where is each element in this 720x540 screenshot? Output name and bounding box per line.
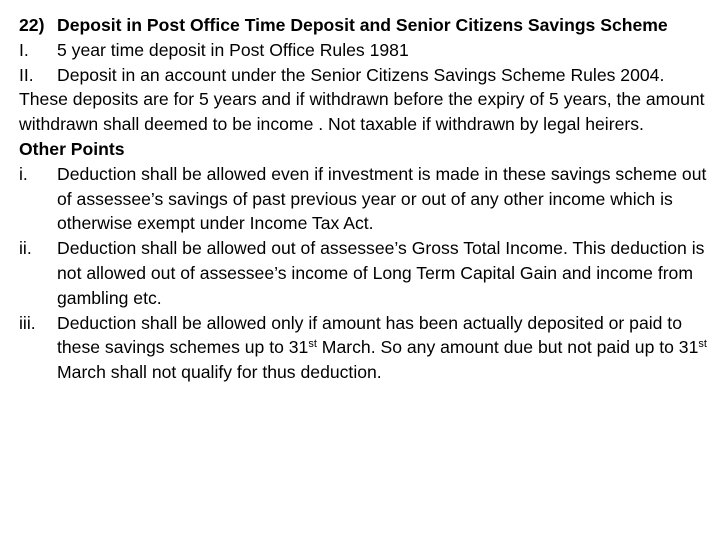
ordinal-suffix: st xyxy=(698,338,707,351)
list-item xyxy=(19,38,720,63)
ordinal-suffix: st xyxy=(308,338,317,351)
list-marker: I. xyxy=(19,39,29,60)
list-item xyxy=(19,162,720,236)
list-item-text: Deposit in an account under the Senior Citizens Savings Scheme Rules 2004. xyxy=(57,64,665,85)
section-number: 22) xyxy=(19,15,45,35)
list-item-text: Deduction shall be allowed even if investment is made in these savings scheme out of assessee’s savings of past previous year or out of any other income which is otherwise exempt under Income Tax Act. xyxy=(57,163,707,234)
list-item-text: 5 year time deposit in Post Office Rules 1981 xyxy=(57,39,409,60)
list-item-text: Deduction shall be allowed out of assessee’s Gross Total Income. This deduction is not allowed out of assessee’s income of Long Term Capital Gain and income from gambling etc. xyxy=(57,238,705,308)
list-marker: iii. xyxy=(19,312,36,333)
list-item xyxy=(19,236,720,310)
text-segment: Deduction shall be allowed only if amount has been actually deposited or paid to these savings schemes up to 31 xyxy=(57,312,682,358)
text-segment: March. So any amount due but not paid up to 31 xyxy=(316,337,699,358)
list-item xyxy=(19,63,720,88)
list-marker: i. xyxy=(19,163,28,184)
text-segment: March shall not qualify for thus deduction. xyxy=(57,362,382,383)
list-marker: II. xyxy=(19,64,34,85)
list-marker: ii. xyxy=(19,238,32,259)
other-points-heading: Other Points xyxy=(19,138,125,159)
body-paragraph: These deposits are for 5 years and if withdrawn before the expiry of 5 years, the amount withdrawn shall deemed to be income . Not taxable if withdrawn by legal heirers. xyxy=(19,89,705,135)
section-heading xyxy=(19,13,720,38)
section-title: Deposit in Post Office Time Deposit and Senior Citizens Savings Scheme xyxy=(57,15,668,35)
list-item-text xyxy=(57,311,720,385)
list-item xyxy=(19,311,720,385)
